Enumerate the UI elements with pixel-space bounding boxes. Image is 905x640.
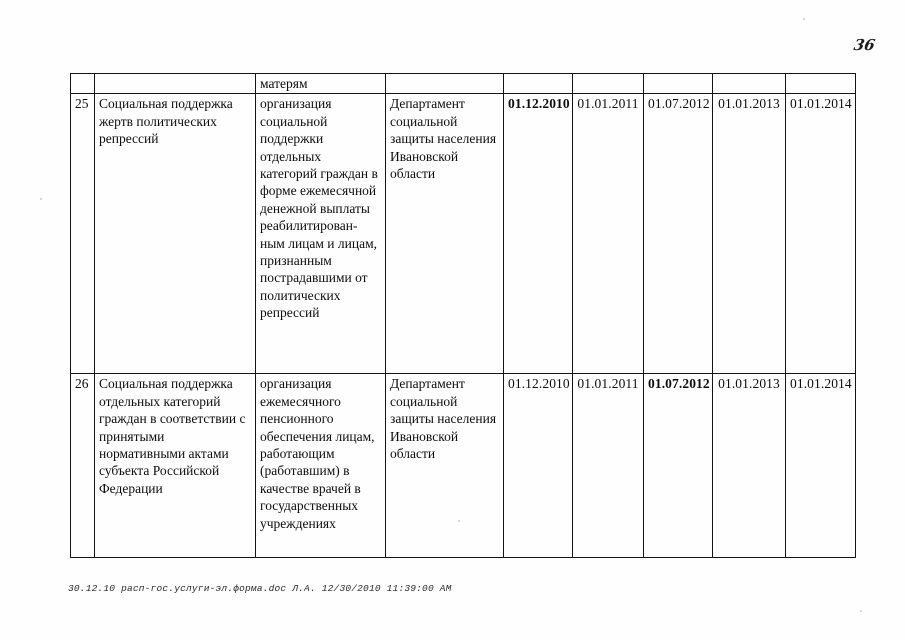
date-cell: 01.01.2013 (713, 374, 786, 558)
date-cell (573, 74, 644, 94)
department-cell: Департамент социальной защиты населения Ивановской области (386, 374, 504, 558)
date-cell: 01.01.2011 (573, 94, 644, 374)
scan-speck (40, 198, 42, 200)
date-cell: 01.12.2010 (504, 94, 573, 374)
services-table (70, 73, 856, 558)
footer-text: 30.12.10 расп-гос.услуги-эл.форма.doc Л.А. 12/30/2010 11:39:00 AM (68, 583, 452, 594)
description-cell: матерям (256, 74, 386, 94)
row-number-cell: 26 (71, 374, 95, 558)
date-cell: 01.01.2014 (786, 374, 856, 558)
date-cell (713, 74, 786, 94)
page-number: 36 (852, 36, 877, 54)
department-cell (386, 74, 504, 94)
date-cell: 01.01.2013 (713, 94, 786, 374)
date-cell: 01.07.2012 (644, 94, 713, 374)
table-row (71, 374, 856, 558)
scan-speck (860, 610, 862, 612)
date-cell: 01.07.2012 (644, 374, 713, 558)
date-cell (644, 74, 713, 94)
service-cell: Социальная поддержка жертв политических репрессий (95, 94, 256, 374)
department-cell: Департамент социальной защиты населения Ивановской области (386, 94, 504, 374)
date-cell: 01.01.2011 (573, 374, 644, 558)
service-cell: Социальная поддержка отдельных категорий граждан в соответствии с принятыми нормативными актами субъекта Российской Федерации (95, 374, 256, 558)
scan-speck (458, 520, 460, 522)
date-cell (786, 74, 856, 94)
date-cell: 01.01.2014 (786, 94, 856, 374)
table-row-partial (71, 74, 856, 94)
row-number-cell: 25 (71, 94, 95, 374)
scan-speck (803, 18, 805, 20)
description-cell: организация ежемесячного пенсионного обеспечения лицам, работающим (работавшим) в качестве врачей в государственных учреждениях (256, 374, 386, 558)
table-row (71, 94, 856, 374)
date-cell (504, 74, 573, 94)
row-number-cell (71, 74, 95, 94)
date-cell: 01.12.2010 (504, 374, 573, 558)
description-cell: организация социальной поддержки отдельных категорий граждан в форме ежемесячной денежной выплаты реабилитирован-ным лицам и лицам, признанным пострадавшими от политических репрессий (256, 94, 386, 374)
service-cell (95, 74, 256, 94)
